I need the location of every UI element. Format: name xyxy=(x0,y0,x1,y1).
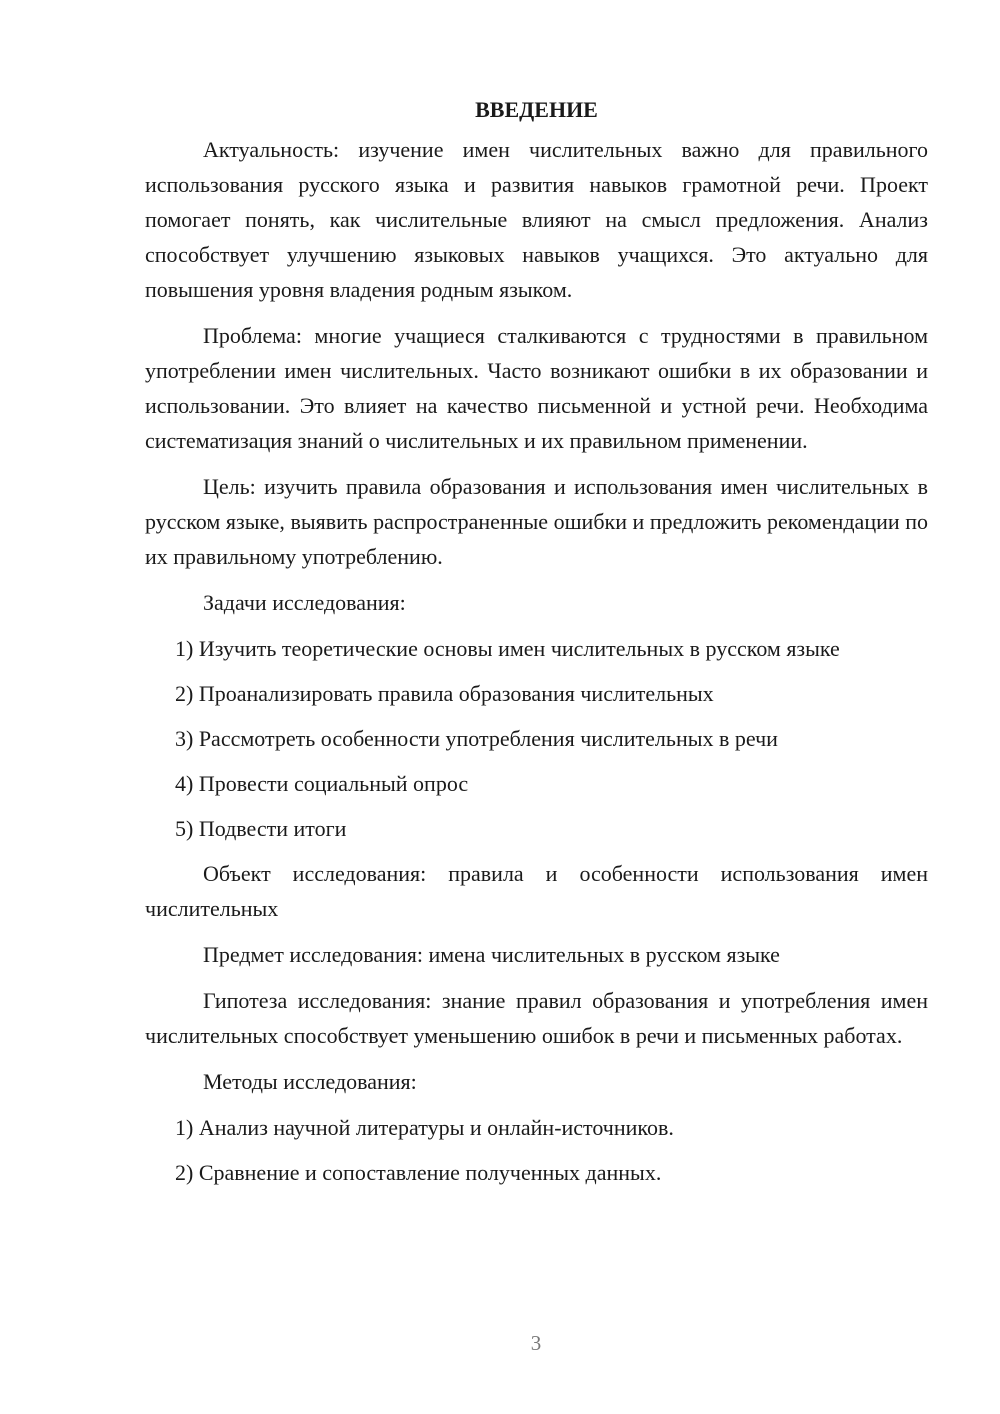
task-item: 4) Провести социальный опрос xyxy=(175,771,469,796)
section-title: ВВЕДЕНИЕ xyxy=(475,97,598,122)
goal-paragraph: Цель: изучить правила образования и использования имен числительных в русском языке, выявить распространенные ошибки и предложить рекомендации по их правильному употреблению. xyxy=(145,474,928,569)
task-item: 5) Подвести итоги xyxy=(175,816,347,841)
hypothesis-paragraph: Гипотеза исследования: знание правил образования и употребления имен числительных способствует уменьшению ошибок в речи и письменных работах. xyxy=(145,988,928,1048)
relevance-paragraph: Актуальность: изучение имен числительных важно для правильного использования русского языка и развития навыков грамотной речи. Проект помогает понять, как числительные влияют на смысл предложения. Анализ способствует улучшению языковых навыков учащихся. Это актуально для повышения уровня владения родным языком. xyxy=(145,137,928,302)
methods-heading: Методы исследования: xyxy=(203,1069,417,1094)
tasks-heading: Задачи исследования: xyxy=(203,590,406,615)
object-paragraph: Объект исследования: правила и особенности использования имен числительных xyxy=(145,861,928,921)
document-page xyxy=(145,92,928,1200)
problem-paragraph: Проблема: многие учащиеся сталкиваются с трудностями в правильном употреблении имен числительных. Часто возникают ошибки в их образовании и использовании. Это влияет на качество письменной и устной речи. Необходима систематизация знаний о числительных и их правильном применении. xyxy=(145,323,928,453)
method-item: 1) Анализ научной литературы и онлайн-источников. xyxy=(175,1115,674,1140)
task-item: 3) Рассмотреть особенности употребления числительных в речи xyxy=(175,726,778,751)
subject-paragraph: Предмет исследования: имена числительных в русском языке xyxy=(203,942,780,967)
task-item: 1) Изучить теоретические основы имен числительных в русском языке xyxy=(175,636,840,661)
task-item: 2) Проанализировать правила образования числительных xyxy=(175,681,714,706)
method-item: 2) Сравнение и сопоставление полученных данных. xyxy=(175,1160,662,1185)
page-number: 3 xyxy=(530,1331,542,1355)
